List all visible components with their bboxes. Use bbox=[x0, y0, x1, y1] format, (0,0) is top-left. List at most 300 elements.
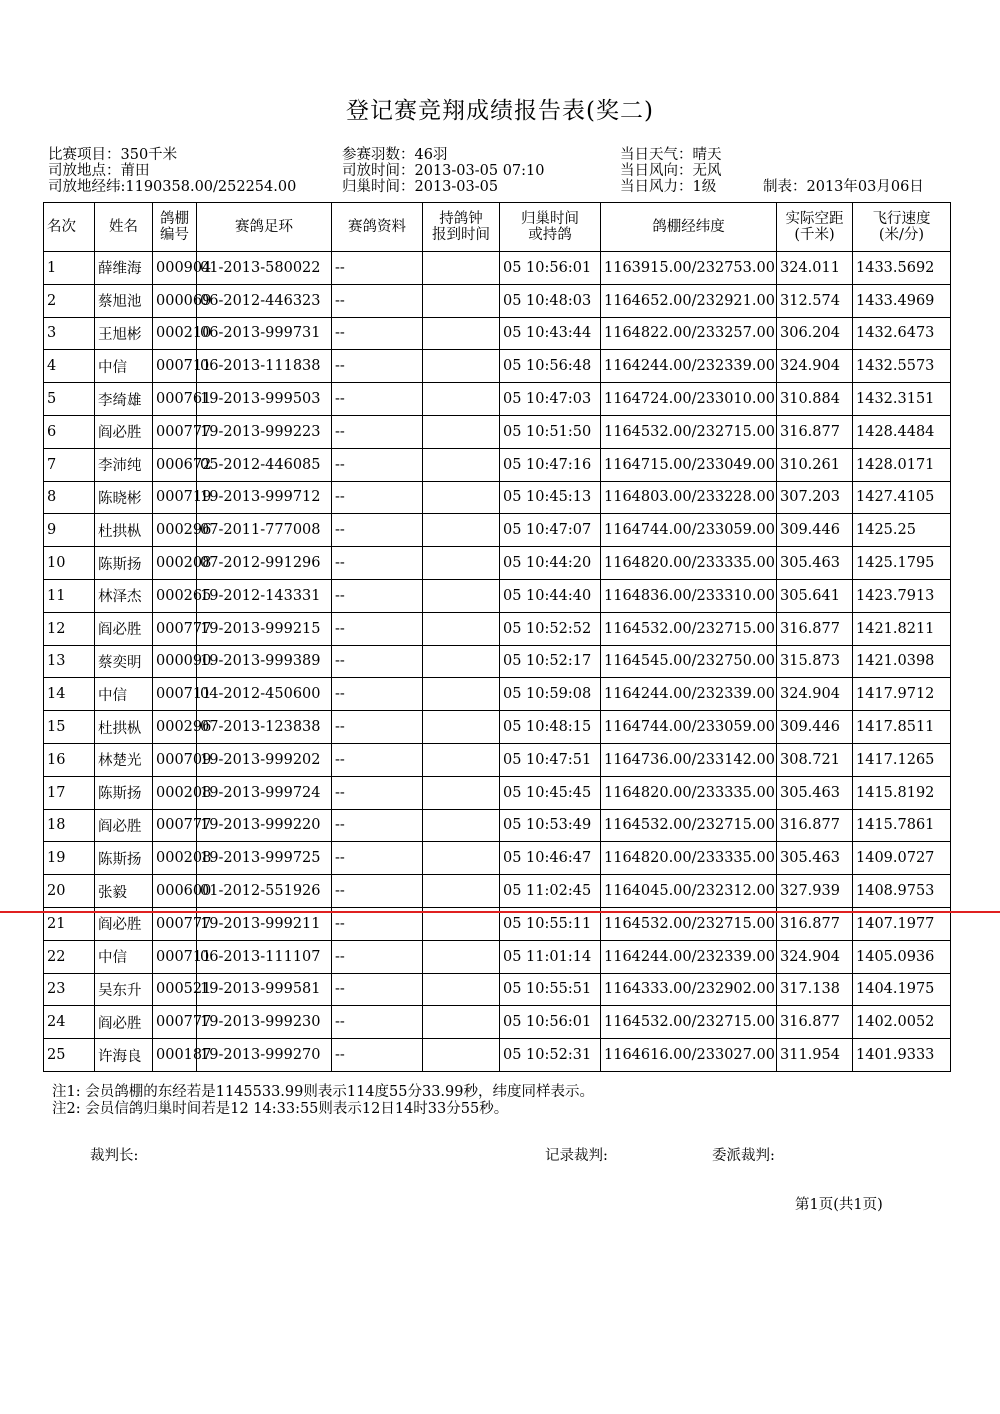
name-cell: 李绮雄 bbox=[95, 383, 153, 416]
return-time-cell: 05 10:47:03 bbox=[500, 383, 601, 416]
name-cell: 阎必胜 bbox=[95, 612, 153, 645]
distance-cell: 309.446 bbox=[777, 514, 853, 547]
speed-cell: 1432.3151 bbox=[853, 383, 951, 416]
speed-cell: 1415.7861 bbox=[853, 809, 951, 842]
assigned-judge-label: 委派裁判: bbox=[712, 1148, 775, 1164]
return-time-cell: 05 10:47:16 bbox=[500, 448, 601, 481]
loft-id-cell: 000090 bbox=[153, 645, 197, 678]
table-row bbox=[44, 776, 951, 809]
rank-cell: 16 bbox=[44, 743, 95, 776]
coords-cell: 1164724.00/233010.00 bbox=[601, 383, 777, 416]
coords-cell: 1164616.00/233027.00 bbox=[601, 1039, 777, 1072]
ring-cell: 05-2012-446085 bbox=[197, 448, 332, 481]
distance-cell: 315.873 bbox=[777, 645, 853, 678]
return-time-cell: 05 10:55:11 bbox=[500, 907, 601, 940]
rank-cell: 11 bbox=[44, 579, 95, 612]
rank-cell: 10 bbox=[44, 547, 95, 580]
return-time-cell: 05 10:56:48 bbox=[500, 350, 601, 383]
loft-id-cell: 000208 bbox=[153, 842, 197, 875]
coords-cell: 1164820.00/233335.00 bbox=[601, 776, 777, 809]
bird-info-cell: -- bbox=[332, 678, 423, 711]
table-row bbox=[44, 645, 951, 678]
clock-time-cell bbox=[423, 481, 500, 514]
bird-info-cell: -- bbox=[332, 547, 423, 580]
name-cell: 蔡奕明 bbox=[95, 645, 153, 678]
col-loft-id: 鸽棚 编号 bbox=[153, 203, 197, 252]
name-cell: 杜拱枞 bbox=[95, 514, 153, 547]
rank-cell: 12 bbox=[44, 612, 95, 645]
distance-cell: 324.904 bbox=[777, 350, 853, 383]
clock-time-cell bbox=[423, 448, 500, 481]
table-row bbox=[44, 973, 951, 1006]
loft-id-cell: 000069 bbox=[153, 284, 197, 317]
rank-cell: 4 bbox=[44, 350, 95, 383]
name-cell: 杜拱枞 bbox=[95, 711, 153, 744]
loft-id-cell: 000600 bbox=[153, 875, 197, 908]
speed-cell: 1432.5573 bbox=[853, 350, 951, 383]
rank-cell: 15 bbox=[44, 711, 95, 744]
distance-cell: 305.641 bbox=[777, 579, 853, 612]
loft-id-cell: 000711 bbox=[153, 350, 197, 383]
bird-info-cell: -- bbox=[332, 1039, 423, 1072]
table-row bbox=[44, 809, 951, 842]
speed-cell: 1402.0052 bbox=[853, 1006, 951, 1039]
ring-cell: 19-2013-999712 bbox=[197, 481, 332, 514]
return-time: 归巢时间：2013-03-05 bbox=[342, 179, 499, 195]
coords-cell: 1164803.00/233228.00 bbox=[601, 481, 777, 514]
rank-cell: 3 bbox=[44, 317, 95, 350]
loft-id-cell: 000777 bbox=[153, 907, 197, 940]
coords-cell: 1164333.00/232902.00 bbox=[601, 973, 777, 1006]
rank-cell: 14 bbox=[44, 678, 95, 711]
ring-cell: 19-2013-999725 bbox=[197, 842, 332, 875]
speed-cell: 1425.25 bbox=[853, 514, 951, 547]
distance-cell: 305.463 bbox=[777, 842, 853, 875]
record-judge-label: 记录裁判: bbox=[545, 1148, 608, 1164]
return-time-cell: 05 10:47:51 bbox=[500, 743, 601, 776]
page-title: 登记赛竞翔成绩报告表(奖二) bbox=[346, 98, 654, 124]
clock-time-cell bbox=[423, 317, 500, 350]
bird-info-cell: -- bbox=[332, 743, 423, 776]
weather: 当日天气：晴天 bbox=[620, 147, 722, 163]
return-time-cell: 05 10:55:51 bbox=[500, 973, 601, 1006]
speed-cell: 1433.4969 bbox=[853, 284, 951, 317]
speed-cell: 1425.1795 bbox=[853, 547, 951, 580]
ring-cell: 19-2013-999724 bbox=[197, 776, 332, 809]
speed-cell: 1423.7913 bbox=[853, 579, 951, 612]
name-cell: 陈晓彬 bbox=[95, 481, 153, 514]
release-coords: 司放地经纬:1190358.00/252254.00 bbox=[48, 179, 297, 195]
name-cell: 林泽杰 bbox=[95, 579, 153, 612]
table-row bbox=[44, 678, 951, 711]
clock-time-cell bbox=[423, 547, 500, 580]
rank-cell: 18 bbox=[44, 809, 95, 842]
race-item: 比赛项目：350千米 bbox=[48, 147, 178, 163]
speed-cell: 1432.6473 bbox=[853, 317, 951, 350]
distance-cell: 311.954 bbox=[777, 1039, 853, 1072]
clock-time-cell bbox=[423, 875, 500, 908]
clock-time-cell bbox=[423, 350, 500, 383]
wind-force: 当日风力：1级 bbox=[620, 179, 717, 195]
return-time-cell: 05 10:48:15 bbox=[500, 711, 601, 744]
rank-cell: 13 bbox=[44, 645, 95, 678]
coords-cell: 1164532.00/232715.00 bbox=[601, 809, 777, 842]
speed-cell: 1404.1975 bbox=[853, 973, 951, 1006]
bird-info-cell: -- bbox=[332, 842, 423, 875]
loft-id-cell: 000521 bbox=[153, 973, 197, 1006]
bird-info-cell: -- bbox=[332, 809, 423, 842]
table-row bbox=[44, 481, 951, 514]
coords-cell: 1164045.00/232312.00 bbox=[601, 875, 777, 908]
table-row bbox=[44, 284, 951, 317]
return-time-cell: 05 10:51:50 bbox=[500, 415, 601, 448]
table-row bbox=[44, 547, 951, 580]
return-time-cell: 05 10:46:47 bbox=[500, 842, 601, 875]
name-cell: 张毅 bbox=[95, 875, 153, 908]
speed-cell: 1428.0171 bbox=[853, 448, 951, 481]
ring-cell: 07-2012-991296 bbox=[197, 547, 332, 580]
ring-cell: 06-2012-446323 bbox=[197, 284, 332, 317]
ring-cell: 01-2012-551926 bbox=[197, 875, 332, 908]
distance-cell: 309.446 bbox=[777, 711, 853, 744]
table-row bbox=[44, 940, 951, 973]
bird-info-cell: -- bbox=[332, 415, 423, 448]
coords-cell: 1163915.00/232753.00 bbox=[601, 252, 777, 285]
return-time-cell: 05 10:52:17 bbox=[500, 645, 601, 678]
coords-cell: 1164822.00/233257.00 bbox=[601, 317, 777, 350]
ring-cell: 06-2013-111838 bbox=[197, 350, 332, 383]
bird-info-cell: -- bbox=[332, 907, 423, 940]
distance-cell: 308.721 bbox=[777, 743, 853, 776]
results-table bbox=[43, 202, 951, 1072]
col-clock-time: 持鸽钟 报到时间 bbox=[423, 203, 500, 252]
ring-cell: 06-2013-111107 bbox=[197, 940, 332, 973]
coords-cell: 1164532.00/232715.00 bbox=[601, 1006, 777, 1039]
clock-time-cell bbox=[423, 645, 500, 678]
return-time-cell: 05 10:47:07 bbox=[500, 514, 601, 547]
name-cell: 陈斯扬 bbox=[95, 776, 153, 809]
rank-cell: 1 bbox=[44, 252, 95, 285]
bird-info-cell: -- bbox=[332, 645, 423, 678]
coords-cell: 1164545.00/232750.00 bbox=[601, 645, 777, 678]
speed-cell: 1428.4484 bbox=[853, 415, 951, 448]
loft-id-cell: 000265 bbox=[153, 579, 197, 612]
loft-id-cell: 000187 bbox=[153, 1039, 197, 1072]
clock-time-cell bbox=[423, 711, 500, 744]
table-row bbox=[44, 448, 951, 481]
bird-info-cell: -- bbox=[332, 973, 423, 1006]
distance-cell: 317.138 bbox=[777, 973, 853, 1006]
bird-info-cell: -- bbox=[332, 284, 423, 317]
return-time-cell: 05 11:02:45 bbox=[500, 875, 601, 908]
ring-cell: 19-2013-999503 bbox=[197, 383, 332, 416]
table-row bbox=[44, 383, 951, 416]
speed-cell: 1401.9333 bbox=[853, 1039, 951, 1072]
return-time-cell: 05 10:43:44 bbox=[500, 317, 601, 350]
table-row bbox=[44, 875, 951, 908]
ring-cell: 19-2013-999581 bbox=[197, 973, 332, 1006]
loft-id-cell: 000904 bbox=[153, 252, 197, 285]
rank-cell: 20 bbox=[44, 875, 95, 908]
clock-time-cell bbox=[423, 612, 500, 645]
clock-time-cell bbox=[423, 284, 500, 317]
speed-cell: 1405.0936 bbox=[853, 940, 951, 973]
return-time-cell: 05 10:56:01 bbox=[500, 252, 601, 285]
ring-cell: 07-2013-123838 bbox=[197, 711, 332, 744]
bird-info-cell: -- bbox=[332, 1006, 423, 1039]
name-cell: 蔡旭池 bbox=[95, 284, 153, 317]
distance-cell: 307.203 bbox=[777, 481, 853, 514]
chief-judge-label: 裁判长: bbox=[90, 1148, 139, 1164]
name-cell: 陈斯扬 bbox=[95, 842, 153, 875]
coords-cell: 1164244.00/232339.00 bbox=[601, 940, 777, 973]
rank-cell: 22 bbox=[44, 940, 95, 973]
name-cell: 中信 bbox=[95, 940, 153, 973]
speed-cell: 1417.9712 bbox=[853, 678, 951, 711]
ring-cell: 04-2012-450600 bbox=[197, 678, 332, 711]
rank-cell: 9 bbox=[44, 514, 95, 547]
return-time-cell: 05 10:45:13 bbox=[500, 481, 601, 514]
ring-cell: 19-2013-999270 bbox=[197, 1039, 332, 1072]
coords-cell: 1164244.00/232339.00 bbox=[601, 350, 777, 383]
ring-cell: 19-2013-999211 bbox=[197, 907, 332, 940]
speed-cell: 1409.0727 bbox=[853, 842, 951, 875]
bird-info-cell: -- bbox=[332, 383, 423, 416]
ring-cell: 19-2012-143331 bbox=[197, 579, 332, 612]
ring-cell: 19-2013-999220 bbox=[197, 809, 332, 842]
name-cell: 薛维海 bbox=[95, 252, 153, 285]
name-cell: 王旭彬 bbox=[95, 317, 153, 350]
loft-id-cell: 000210 bbox=[153, 317, 197, 350]
table-row bbox=[44, 579, 951, 612]
distance-cell: 327.939 bbox=[777, 875, 853, 908]
table-row bbox=[44, 612, 951, 645]
ring-cell: 06-2013-999731 bbox=[197, 317, 332, 350]
rank-cell: 7 bbox=[44, 448, 95, 481]
table-row bbox=[44, 350, 951, 383]
return-time-cell: 05 10:52:31 bbox=[500, 1039, 601, 1072]
ring-cell: 19-2013-999223 bbox=[197, 415, 332, 448]
clock-time-cell bbox=[423, 842, 500, 875]
coords-cell: 1164244.00/232339.00 bbox=[601, 678, 777, 711]
speed-cell: 1421.0398 bbox=[853, 645, 951, 678]
bird-info-cell: -- bbox=[332, 940, 423, 973]
clock-time-cell bbox=[423, 973, 500, 1006]
distance-cell: 324.011 bbox=[777, 252, 853, 285]
distance-cell: 316.877 bbox=[777, 907, 853, 940]
release-place: 司放地点：莆田 bbox=[48, 163, 150, 179]
loft-id-cell: 000296 bbox=[153, 711, 197, 744]
bird-info-cell: -- bbox=[332, 875, 423, 908]
rank-cell: 19 bbox=[44, 842, 95, 875]
clock-time-cell bbox=[423, 776, 500, 809]
name-cell: 阎必胜 bbox=[95, 1006, 153, 1039]
name-cell: 林楚光 bbox=[95, 743, 153, 776]
bird-info-cell: -- bbox=[332, 252, 423, 285]
release-time: 司放时间：2013-03-05 07:10 bbox=[342, 163, 545, 179]
speed-cell: 1407.1977 bbox=[853, 907, 951, 940]
return-time-cell: 05 11:01:14 bbox=[500, 940, 601, 973]
clock-time-cell bbox=[423, 940, 500, 973]
loft-id-cell: 000672 bbox=[153, 448, 197, 481]
loft-id-cell: 000208 bbox=[153, 776, 197, 809]
distance-cell: 310.884 bbox=[777, 383, 853, 416]
speed-cell: 1421.8211 bbox=[853, 612, 951, 645]
rank-cell: 2 bbox=[44, 284, 95, 317]
rank-cell: 6 bbox=[44, 415, 95, 448]
distance-cell: 316.877 bbox=[777, 809, 853, 842]
coords-cell: 1164744.00/233059.00 bbox=[601, 711, 777, 744]
bird-info-cell: -- bbox=[332, 514, 423, 547]
ring-cell: 01-2013-580022 bbox=[197, 252, 332, 285]
return-time-cell: 05 10:44:40 bbox=[500, 579, 601, 612]
rank-cell: 24 bbox=[44, 1006, 95, 1039]
clock-time-cell bbox=[423, 514, 500, 547]
distance-cell: 305.463 bbox=[777, 547, 853, 580]
distance-cell: 324.904 bbox=[777, 678, 853, 711]
rank-cell: 21 bbox=[44, 907, 95, 940]
rank-cell: 25 bbox=[44, 1039, 95, 1072]
page-number: 第1页(共1页) bbox=[795, 1197, 883, 1213]
clock-time-cell bbox=[423, 1006, 500, 1039]
table-header-row bbox=[44, 203, 951, 252]
table-row bbox=[44, 415, 951, 448]
clock-time-cell bbox=[423, 252, 500, 285]
name-cell: 李沛纯 bbox=[95, 448, 153, 481]
results-body bbox=[44, 252, 951, 1072]
bird-info-cell: -- bbox=[332, 317, 423, 350]
rank-cell: 23 bbox=[44, 973, 95, 1006]
note-1: 注1: 会员鸽棚的东经若是1145533.99则表示114度55分33.99秒，纬度同样表示。 bbox=[52, 1084, 594, 1100]
col-bird-info: 赛鸽资料 bbox=[332, 203, 423, 252]
distance-cell: 316.877 bbox=[777, 1006, 853, 1039]
bird-info-cell: -- bbox=[332, 481, 423, 514]
return-time-cell: 05 10:48:03 bbox=[500, 284, 601, 317]
loft-id-cell: 000711 bbox=[153, 678, 197, 711]
name-cell: 阎必胜 bbox=[95, 809, 153, 842]
ring-cell: 19-2013-999215 bbox=[197, 612, 332, 645]
col-coords: 鸽棚经纬度 bbox=[601, 203, 777, 252]
ring-cell: 19-2013-999230 bbox=[197, 1006, 332, 1039]
table-row bbox=[44, 252, 951, 285]
distance-cell: 316.877 bbox=[777, 415, 853, 448]
bird-info-cell: -- bbox=[332, 776, 423, 809]
loft-id-cell: 000296 bbox=[153, 514, 197, 547]
made-date: 制表：2013年03月06日 bbox=[763, 179, 924, 195]
table-row bbox=[44, 1039, 951, 1072]
return-time-cell: 05 10:59:08 bbox=[500, 678, 601, 711]
rank-cell: 8 bbox=[44, 481, 95, 514]
coords-cell: 1164715.00/233049.00 bbox=[601, 448, 777, 481]
coords-cell: 1164736.00/233142.00 bbox=[601, 743, 777, 776]
return-time-cell: 05 10:45:45 bbox=[500, 776, 601, 809]
distance-cell: 312.574 bbox=[777, 284, 853, 317]
speed-cell: 1427.4105 bbox=[853, 481, 951, 514]
table-row bbox=[44, 842, 951, 875]
rank-cell: 5 bbox=[44, 383, 95, 416]
loft-id-cell: 000208 bbox=[153, 547, 197, 580]
loft-id-cell: 000777 bbox=[153, 809, 197, 842]
table-row bbox=[44, 317, 951, 350]
distance-cell: 306.204 bbox=[777, 317, 853, 350]
clock-time-cell bbox=[423, 579, 500, 612]
distance-cell: 324.904 bbox=[777, 940, 853, 973]
col-distance: 实际空距 (千米) bbox=[777, 203, 853, 252]
name-cell: 吴东升 bbox=[95, 973, 153, 1006]
ring-cell: 19-2013-999389 bbox=[197, 645, 332, 678]
distance-cell: 310.261 bbox=[777, 448, 853, 481]
return-time-cell: 05 10:56:01 bbox=[500, 1006, 601, 1039]
coords-cell: 1164836.00/233310.00 bbox=[601, 579, 777, 612]
bird-info-cell: -- bbox=[332, 612, 423, 645]
return-time-cell: 05 10:53:49 bbox=[500, 809, 601, 842]
ring-cell: 07-2011-777008 bbox=[197, 514, 332, 547]
clock-time-cell bbox=[423, 678, 500, 711]
coords-cell: 1164820.00/233335.00 bbox=[601, 842, 777, 875]
table-row bbox=[44, 743, 951, 776]
loft-id-cell: 000761 bbox=[153, 383, 197, 416]
clock-time-cell bbox=[423, 743, 500, 776]
bird-info-cell: -- bbox=[332, 448, 423, 481]
coords-cell: 1164532.00/232715.00 bbox=[601, 907, 777, 940]
clock-time-cell bbox=[423, 1039, 500, 1072]
bird-info-cell: -- bbox=[332, 350, 423, 383]
return-time-cell: 05 10:44:20 bbox=[500, 547, 601, 580]
clock-time-cell bbox=[423, 809, 500, 842]
speed-cell: 1417.1265 bbox=[853, 743, 951, 776]
col-name: 姓名 bbox=[95, 203, 153, 252]
bird-info-cell: -- bbox=[332, 711, 423, 744]
loft-id-cell: 000777 bbox=[153, 612, 197, 645]
speed-cell: 1417.8511 bbox=[853, 711, 951, 744]
table-row bbox=[44, 1006, 951, 1039]
coords-cell: 1164744.00/233059.00 bbox=[601, 514, 777, 547]
name-cell: 阎必胜 bbox=[95, 907, 153, 940]
col-ring: 赛鸽足环 bbox=[197, 203, 332, 252]
col-rank: 名次 bbox=[44, 203, 95, 252]
name-cell: 阎必胜 bbox=[95, 415, 153, 448]
loft-id-cell: 000777 bbox=[153, 1006, 197, 1039]
table-row bbox=[44, 711, 951, 744]
name-cell: 许海良 bbox=[95, 1039, 153, 1072]
coords-cell: 1164532.00/232715.00 bbox=[601, 612, 777, 645]
loft-id-cell: 000709 bbox=[153, 743, 197, 776]
loft-id-cell: 000777 bbox=[153, 415, 197, 448]
note-2: 注2: 会员信鸽归巢时间若是12 14:33:55则表示12日14时33分55秒。 bbox=[52, 1101, 509, 1117]
birds-count: 参赛羽数：46羽 bbox=[342, 147, 448, 163]
coords-cell: 1164532.00/232715.00 bbox=[601, 415, 777, 448]
name-cell: 中信 bbox=[95, 350, 153, 383]
coords-cell: 1164652.00/232921.00 bbox=[601, 284, 777, 317]
name-cell: 陈斯扬 bbox=[95, 547, 153, 580]
cutoff-line bbox=[0, 911, 1000, 913]
speed-cell: 1408.9753 bbox=[853, 875, 951, 908]
return-time-cell: 05 10:52:52 bbox=[500, 612, 601, 645]
col-speed: 飞行速度 (米/分) bbox=[853, 203, 951, 252]
col-return-time: 归巢时间 或持鸽 bbox=[500, 203, 601, 252]
bird-info-cell: -- bbox=[332, 579, 423, 612]
speed-cell: 1433.5692 bbox=[853, 252, 951, 285]
speed-cell: 1415.8192 bbox=[853, 776, 951, 809]
table-row bbox=[44, 514, 951, 547]
loft-id-cell: 000711 bbox=[153, 940, 197, 973]
ring-cell: 19-2013-999202 bbox=[197, 743, 332, 776]
distance-cell: 305.463 bbox=[777, 776, 853, 809]
wind-direction: 当日风向：无风 bbox=[620, 163, 722, 179]
name-cell: 中信 bbox=[95, 678, 153, 711]
rank-cell: 17 bbox=[44, 776, 95, 809]
distance-cell: 316.877 bbox=[777, 612, 853, 645]
